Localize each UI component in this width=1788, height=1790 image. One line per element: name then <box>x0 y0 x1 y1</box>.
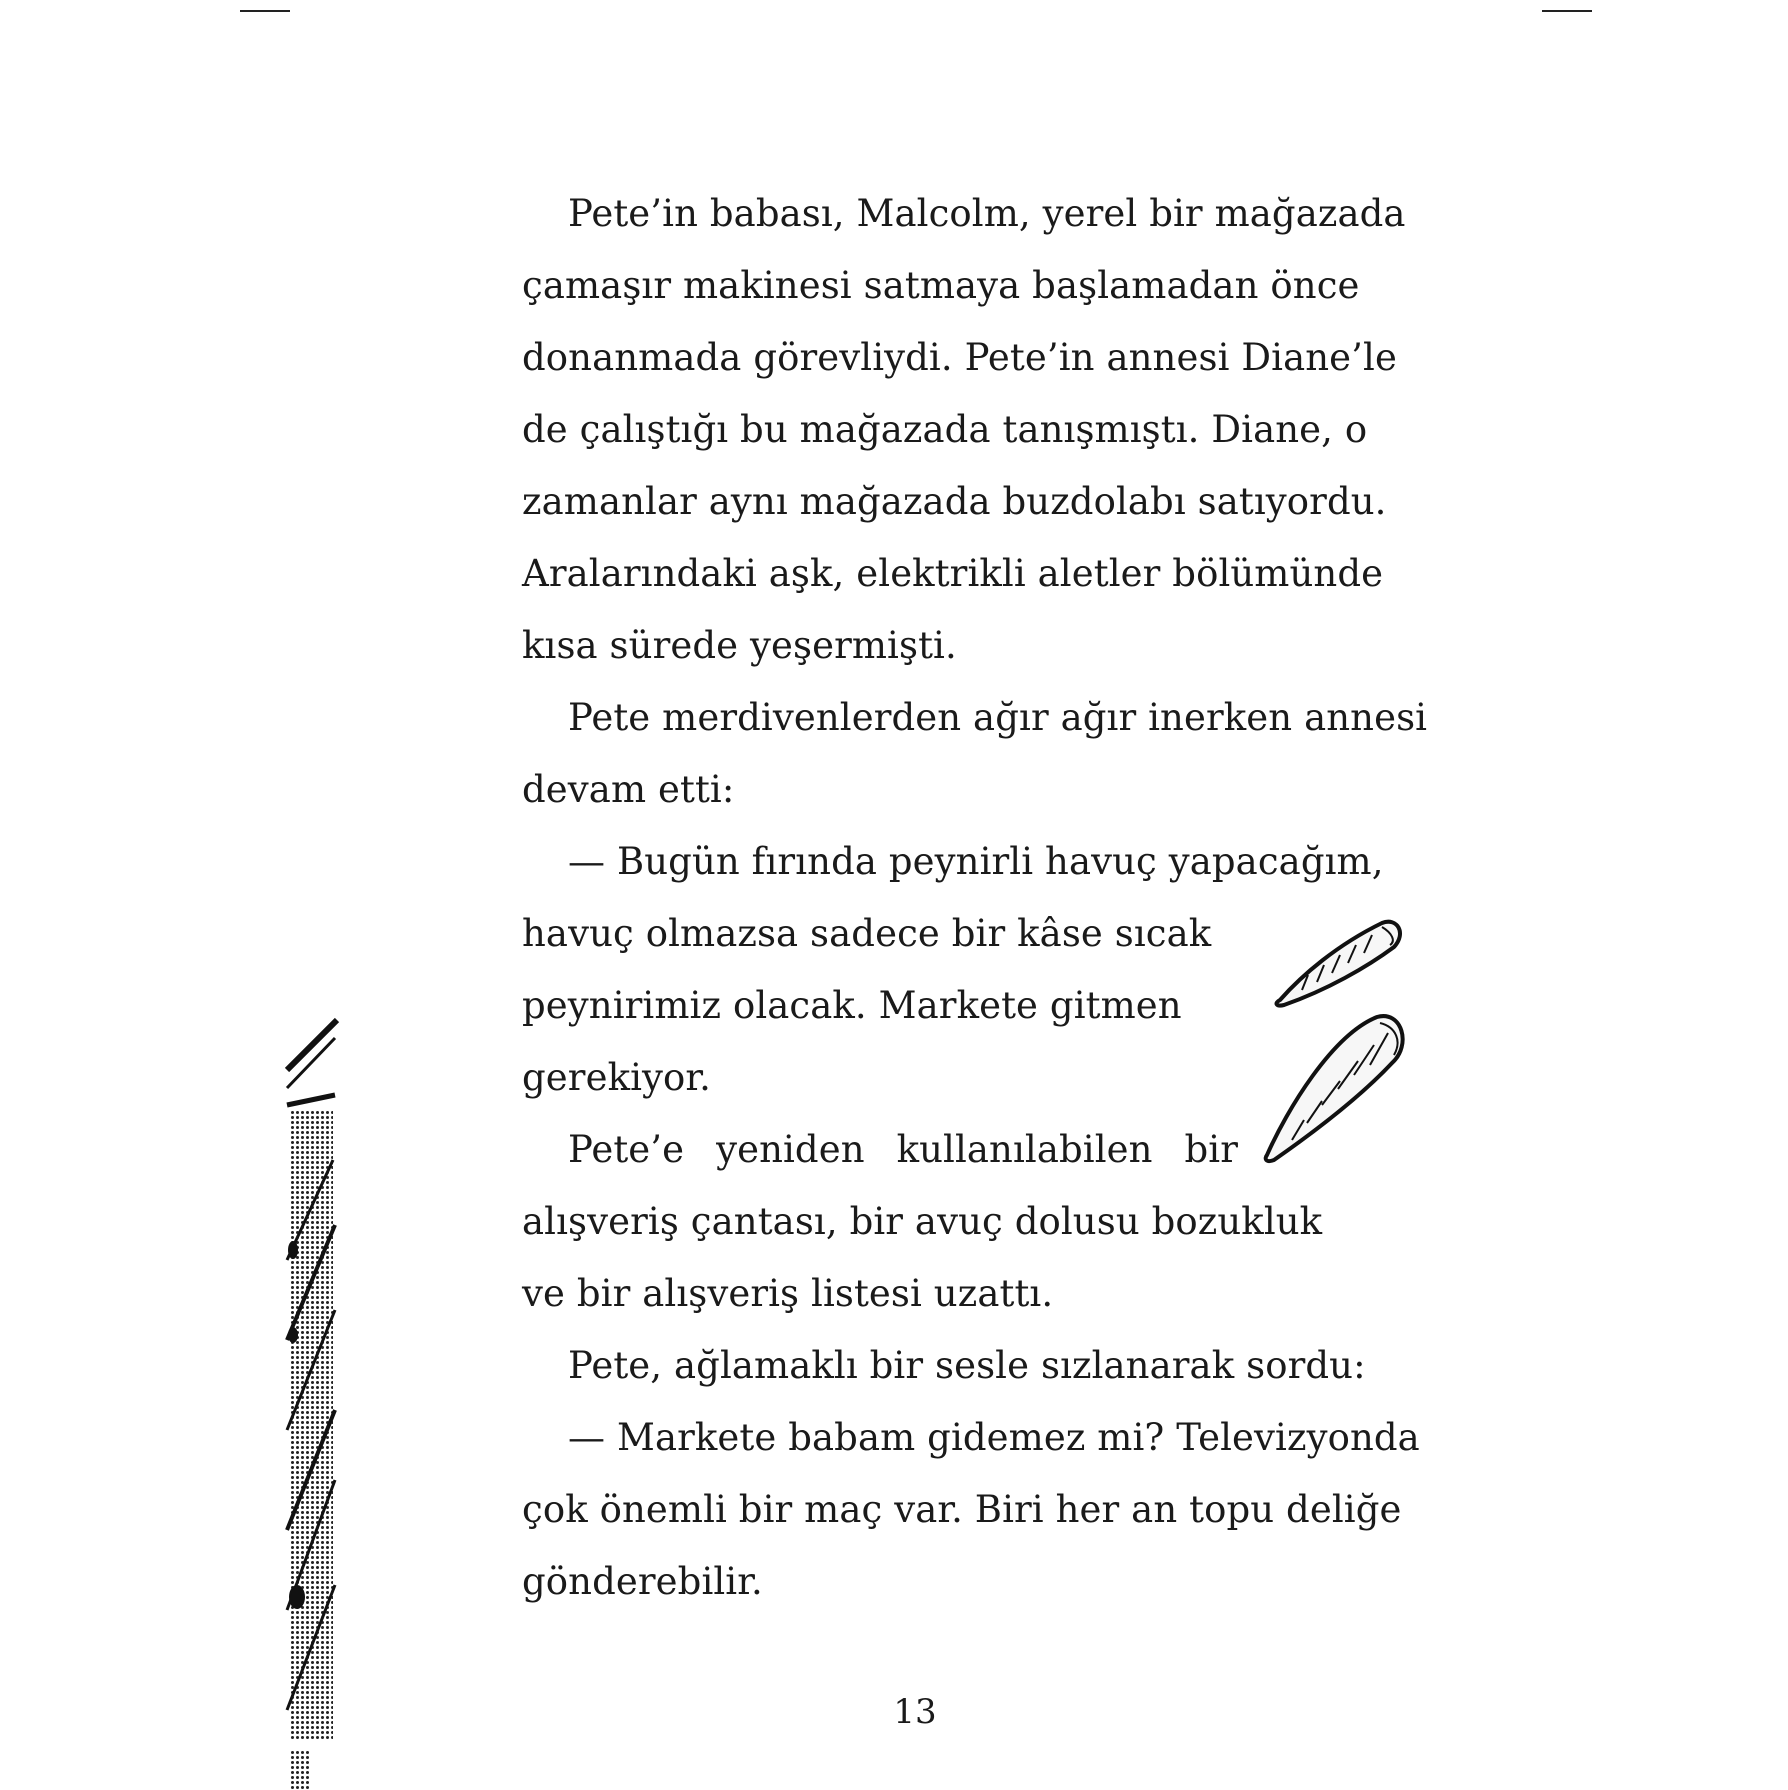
text-line: donanmada görevliydi. Pete’in annesi Diane’le <box>522 336 1397 379</box>
text-line: Pete’e yeniden kullanılabilen bir <box>568 1128 1238 1171</box>
body-text <box>522 178 1428 1618</box>
halftone-strip-illustration <box>285 1010 345 1790</box>
text-line: kısa sürede yeşermişti. <box>522 624 957 667</box>
text-line: ve bir alışveriş listesi uzattı. <box>522 1272 1054 1315</box>
text-line: zamanlar aynı mağazada buzdolabı satıyordu. <box>522 480 1387 523</box>
text-line: — Bugün fırında peynirli havuç yapacağım, <box>568 840 1384 883</box>
text-line: Aralarındaki aşk, elektrikli aletler bölümünde <box>522 552 1384 595</box>
text-line: — Markete babam gidemez mi? Televizyonda <box>568 1416 1420 1459</box>
crop-mark-right <box>1542 10 1592 12</box>
text-line: havuç olmazsa sadece bir kâse sıcak <box>522 912 1212 955</box>
text-line: Pete, ağlamaklı bir sesle sızlanarak sordu: <box>568 1344 1366 1387</box>
text-line: de çalıştığı bu mağazada tanışmıştı. Diane, o <box>522 408 1368 451</box>
crop-mark-left <box>240 10 290 12</box>
text-line: çok önemli bir maç var. Biri her an topu deliğe <box>522 1488 1402 1531</box>
text-line: devam etti: <box>522 768 735 811</box>
text-line: alışveriş çantası, bir avuç dolusu bozukluk <box>522 1200 1323 1243</box>
text-line: gönderebilir. <box>522 1560 763 1603</box>
text-line: gerekiyor. <box>522 1056 711 1099</box>
carrots-illustration <box>1262 905 1422 1165</box>
text-line: çamaşır makinesi satmaya başlamadan önce <box>522 264 1360 307</box>
text-line: peynirimiz olacak. Markete gitmen <box>522 984 1182 1027</box>
text-line: Pete merdivenlerden ağır ağır inerken annesi <box>568 696 1428 739</box>
page-number: 13 <box>893 1692 937 1732</box>
text-line: Pete’in babası, Malcolm, yerel bir mağazada <box>568 192 1406 235</box>
